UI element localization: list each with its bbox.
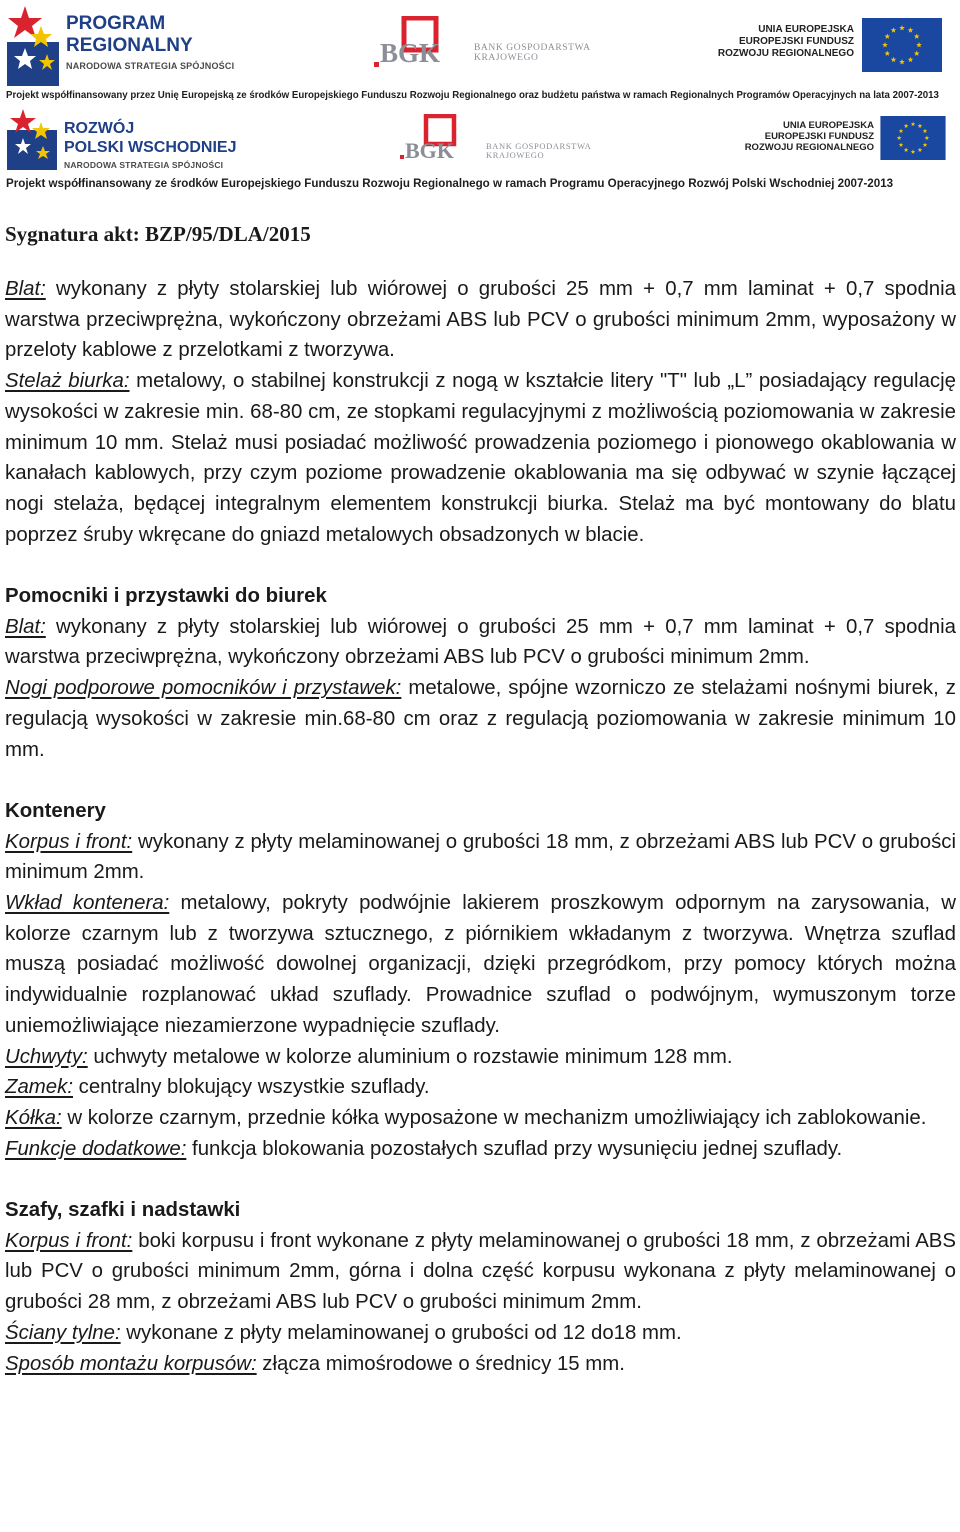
containers-lock-text: centralny blokujący wszystkie szuflady. bbox=[72, 1076, 430, 1099]
cabinets-body-label: Korpus i front: bbox=[5, 1229, 133, 1252]
desk-frame-text: metalowy, o stabilnej konstrukcji z nogą w kształcie litery "T" lub „L” posiadający regulację wysokości w zakresie min. 68-80 cm, ze stopkami regulacyjnymi z możliwością poziomowania w zakresie minimum 10 mm. Stelaż musi posiadać możliwość prowadzenia poziomego i pionowego okablowania w kanałach kablowych, przy czym poziome prowadzenie okablowania ma się odbywać w szynie łączącej nogi stelaża, będącej integralnym elementem konstrukcji biurka. Stelaż ma być montowany do blatu poprzez śruby wkręcane do gniazd metalowych obsadzonych w blacie. bbox=[5, 370, 956, 546]
eu-line-2: EUROPEJSKI FUNDUSZ bbox=[764, 131, 874, 143]
containers-extra-text: funkcja blokowania pozostałych szuflad przy wysunięciu jednej szuflady. bbox=[186, 1137, 843, 1160]
containers-body-paragraph bbox=[5, 827, 956, 888]
desk-top-text: wykonany z płyty stolarskiej lub wiórowej o grubości 25 mm + 0,7 mm laminat + 0,7 spodnia warstwa przeciwprężna, wykończony obrzeżami ABS lub PCV o grubości minimum 2mm, wyposażony w przeloty kablowe z przelotkami z tworzywa. bbox=[5, 278, 956, 362]
eastern-title-line-2: POLSKI WSCHODNIEJ bbox=[64, 139, 237, 156]
regional-program-emblem-icon bbox=[5, 4, 61, 88]
desk-frame-paragraph bbox=[5, 366, 956, 550]
bgk-full-name-2 bbox=[486, 142, 616, 160]
section-heading-containers: Kontenery bbox=[5, 799, 106, 822]
cabinets-mount-label: Sposób montażu korpusów: bbox=[5, 1352, 257, 1375]
desk-top-paragraph bbox=[5, 274, 956, 366]
containers-handles-paragraph bbox=[5, 1042, 956, 1073]
containers-insert-paragraph bbox=[5, 888, 956, 1042]
helpers-legs-label: Nogi podporowe pomocników i przystawek: bbox=[5, 677, 402, 700]
bgk-short-name-2: BGK bbox=[405, 138, 454, 163]
case-signature: Sygnatura akt: BZP/95/DLA/2015 bbox=[5, 222, 311, 246]
section-heading-helpers: Pomocniki i przystawki do biurek bbox=[5, 585, 327, 608]
containers-insert-label: Wkład kontenera: bbox=[5, 892, 170, 915]
helpers-top-text: wykonany z płyty stolarskiej lub wiórowej o grubości 25 mm + 0,7 mm laminat + 0,7 spodnia warstwa przeciwprężna, wykończony obrzeżami ABS lub PCV o grubości minimum 2mm. bbox=[5, 615, 956, 669]
containers-wheels-paragraph bbox=[5, 1103, 956, 1134]
containers-body-label: Korpus i front: bbox=[5, 830, 133, 853]
containers-insert-text: metalowy, pokryty podwójnie lakierem proszkowym odpornym na zarysowania, w kolorze czarnym lub z tworzywa sztucznego, z piórnikiem wkładanym z tworzywa. Wnętrza szuflad muszą posiadać możliwość dowolnej organizacji, dzięki przegródkom, przy pomocy których można indywidualnie rozplanować układ szuflady. Prowadnice szuflad o podwójnym, wymuszonym torze uniemożliwiające niezamierzone wypadnięcie szuflady. bbox=[5, 892, 956, 1037]
eastern-subtitle: NARODOWA STRATEGIA SPÓJNOŚCI bbox=[64, 160, 224, 170]
regional-program-logo bbox=[66, 14, 234, 71]
containers-handles-label: Uchwyty: bbox=[5, 1045, 88, 1068]
containers-extra-paragraph bbox=[5, 1134, 956, 1165]
desk-top-label: Blat: bbox=[5, 278, 46, 300]
bgk-full-line-2: KRAJOWEGO bbox=[486, 149, 545, 160]
document-body bbox=[5, 219, 956, 1379]
eu-line-1: UNIA EUROPEJSKA bbox=[758, 24, 854, 35]
bgk-full-line-1: BANK GOSPODARSTWA bbox=[474, 43, 591, 53]
bgk-short-name: BGK bbox=[380, 38, 441, 68]
cabinets-body-paragraph bbox=[5, 1226, 956, 1318]
cabinets-back-paragraph bbox=[5, 1318, 956, 1349]
containers-lock-label: Zamek: bbox=[5, 1076, 73, 1099]
eastern-title-line-1: ROZWÓJ bbox=[64, 120, 135, 137]
cabinets-back-text: wykonane z płyty melaminowanej o grubości od 12 do18 mm. bbox=[120, 1321, 682, 1344]
eastern-poland-logo bbox=[64, 121, 236, 170]
program-subtitle: NARODOWA STRATEGIA SPÓJNOŚCI bbox=[66, 61, 235, 71]
helpers-top-paragraph bbox=[5, 612, 956, 673]
eu-fund-text-2 bbox=[714, 120, 874, 154]
cabinets-body-text: boki korpusu i front wykonane z płyty melaminowanej o grubości 18 mm, z obrzeżami ABS lub PCV o grubości minimum 2mm, górna i dolna część korpusu wykonana z płyty melaminowanej o grubości 28 mm, z obrzeżami ABS lub PCV o grubości minimum 2mm. bbox=[5, 1229, 956, 1314]
cabinets-mount-text: złącza mimośrodowe o średnicy 15 mm. bbox=[256, 1352, 625, 1375]
helpers-top-label: Blat: bbox=[5, 615, 46, 638]
program-title-line-2: REGIONALNY bbox=[66, 35, 193, 56]
cofinancing-banner-2: Projekt współfinansowany ze środków Europejskiego Funduszu Rozwoju Regionalnego w ramach Programu Operacyjnego Rozwój Polski Wschodniej 2007-2013 bbox=[6, 177, 894, 190]
cabinets-mount-paragraph bbox=[5, 1349, 956, 1380]
cabinets-back-label: Ściany tylne: bbox=[5, 1321, 121, 1344]
eu-line-3: ROZWOJU REGIONALNEGO bbox=[744, 142, 874, 154]
eastern-poland-emblem-icon bbox=[5, 108, 59, 172]
eu-line-1: UNIA EUROPEJSKA bbox=[783, 120, 874, 131]
bgk-full-line-2: KRAJOWEGO bbox=[474, 52, 539, 63]
bgk-full-line-1: BANK GOSPODARSTWA bbox=[486, 141, 592, 151]
containers-lock-paragraph bbox=[5, 1072, 956, 1103]
header-row-regional-program bbox=[0, 0, 960, 108]
section-heading-cabinets: Szafy, szafki i nadstawki bbox=[5, 1199, 241, 1222]
eu-flag-icon bbox=[862, 18, 942, 72]
containers-wheels-text: w kolorze czarnym, przednie kółka wyposażone w mechanizm umożliwiający ich zablokowanie. bbox=[61, 1106, 927, 1129]
cofinancing-banner: Projekt współfinansowany przez Unię Europejską ze środków Europejskiego Funduszu Rozwoju Regionalnego oraz budżetu państwa w ramach Regionalnych Programów Operacyjnych na lata 2007-2013 bbox=[6, 90, 939, 101]
desk-frame-label: Stelaż biurka: bbox=[5, 370, 130, 393]
helpers-legs-text: metalowe, spójne wzorniczo ze stelażami nośnymi biurek, z regulacją wysokości w zakresie min.68-80 cm oraz z regulacją poziomowania w zakresie minimum 10 mm. bbox=[5, 677, 956, 761]
eu-line-3: ROZWOJU REGIONALNEGO bbox=[717, 47, 854, 59]
containers-extra-label: Funkcje dodatkowe: bbox=[5, 1137, 187, 1160]
helpers-legs-paragraph bbox=[5, 673, 956, 765]
containers-body-text: wykonany z płyty melaminowanej o grubości 18 mm, z obrzeżami ABS lub PCV o grubości minimum 2mm. bbox=[5, 830, 956, 884]
bgk-full-name bbox=[474, 44, 624, 64]
eu-fund-text bbox=[690, 24, 854, 59]
eu-flag-icon bbox=[880, 116, 946, 160]
containers-handles-text: uchwyty metalowe w kolorze aluminium o rozstawie minimum 128 mm. bbox=[87, 1045, 733, 1068]
containers-wheels-label: Kółka: bbox=[5, 1106, 62, 1129]
header-row-eastern-poland bbox=[0, 108, 960, 196]
program-title-line-1: PROGRAM bbox=[66, 13, 166, 34]
eu-line-2: EUROPEJSKI FUNDUSZ bbox=[738, 35, 854, 47]
